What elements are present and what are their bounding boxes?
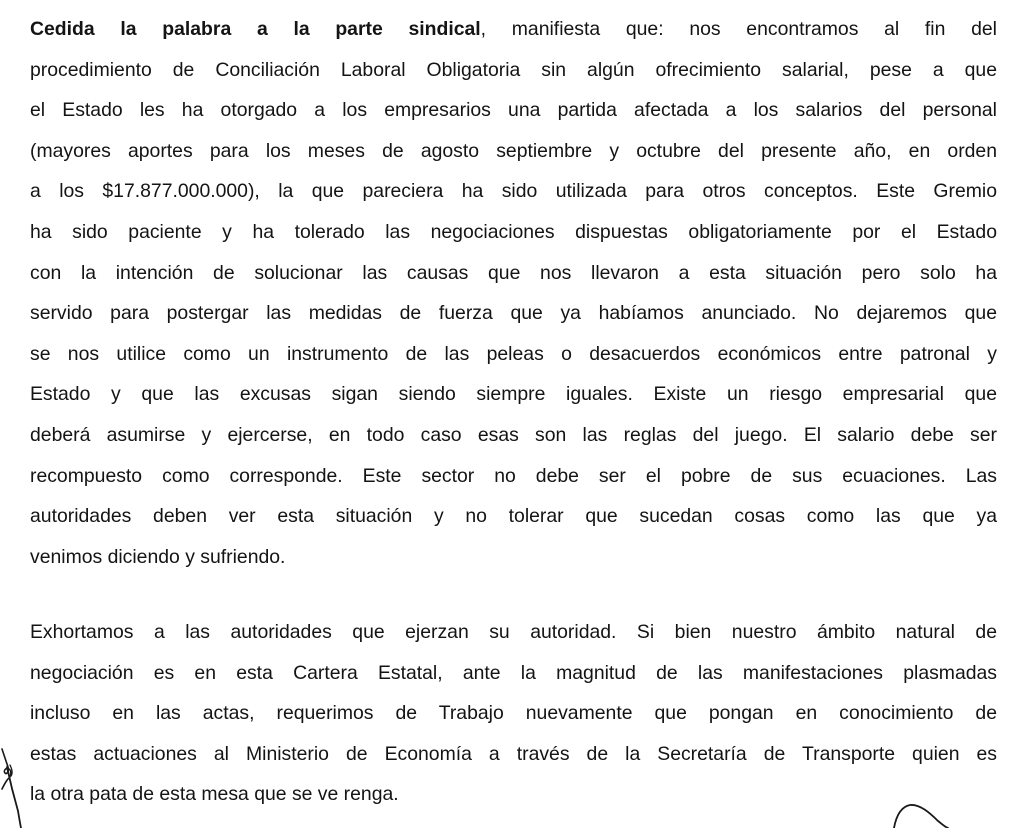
text-line: la otra pata de esta mesa que se ve renga. [30, 783, 399, 806]
handwritten-signature-mark-left [0, 745, 24, 828]
paragraph-union-statement [30, 9, 997, 577]
handwritten-signature-mark-right [890, 795, 960, 828]
text-line: venimos diciendo y sufriendo. [30, 545, 286, 568]
text-line-fragment: , manifiesta que: nos encontramos al fin del [480, 18, 997, 40]
text-line: incluso en las actas, requerimos de Trabajo nuevamente que pongan en conocimiento de [30, 702, 997, 725]
text-line: deberá asumirse y ejercerse, en todo caso esas son las reglas del juego. El salario debe ser [30, 423, 997, 446]
text-line: procedimiento de Conciliación Laboral Obligatoria sin algún ofrecimiento salarial, pese a que [30, 58, 997, 81]
text-line: (mayores aportes para los meses de agosto septiembre y octubre del presente año, en orden [30, 139, 997, 162]
text-line: se nos utilice como un instrumento de las peleas o desacuerdos económicos entre patronal y [30, 342, 997, 365]
text-line: el Estado les ha otorgado a los empresarios una partida afectada a los salarios del personal [30, 99, 997, 122]
text-line: servido para postergar las medidas de fuerza que ya habíamos anunciado. No dejaremos que [30, 302, 997, 325]
bold-lead-phrase: Cedida la palabra a la parte sindical [30, 18, 481, 40]
text-line [30, 9, 997, 50]
text-line: Exhortamos a las autoridades que ejerzan su autoridad. Si bien nuestro ámbito natural de [30, 621, 997, 643]
text-line: Estado y que las excusas sigan siendo siempre iguales. Existe un riesgo empresarial que [30, 383, 997, 406]
text-line: negociación es en esta Cartera Estatal, ante la magnitud de las manifestaciones plasmadas [30, 661, 997, 684]
text-line: a los $17.877.000.000), la que pareciera ha sido utilizada para otros conceptos. Este Gremio [30, 180, 997, 203]
text-line: con la intención de solucionar las causas que nos llevaron a esta situación pero solo ha [30, 261, 997, 284]
paragraph-exhortation [30, 612, 997, 815]
text-line: ha sido paciente y ha tolerado las negociaciones dispuestas obligatoriamente por el Estado [30, 220, 997, 243]
text-line: recompuesto como corresponde. Este sector no debe ser el pobre de sus ecuaciones. Las [30, 464, 997, 487]
text-line: autoridades deben ver esta situación y no tolerar que sucedan cosas como las que ya [30, 505, 997, 528]
text-line: estas actuaciones al Ministerio de Economía a través de la Secretaría de Transporte quien es [30, 742, 997, 765]
